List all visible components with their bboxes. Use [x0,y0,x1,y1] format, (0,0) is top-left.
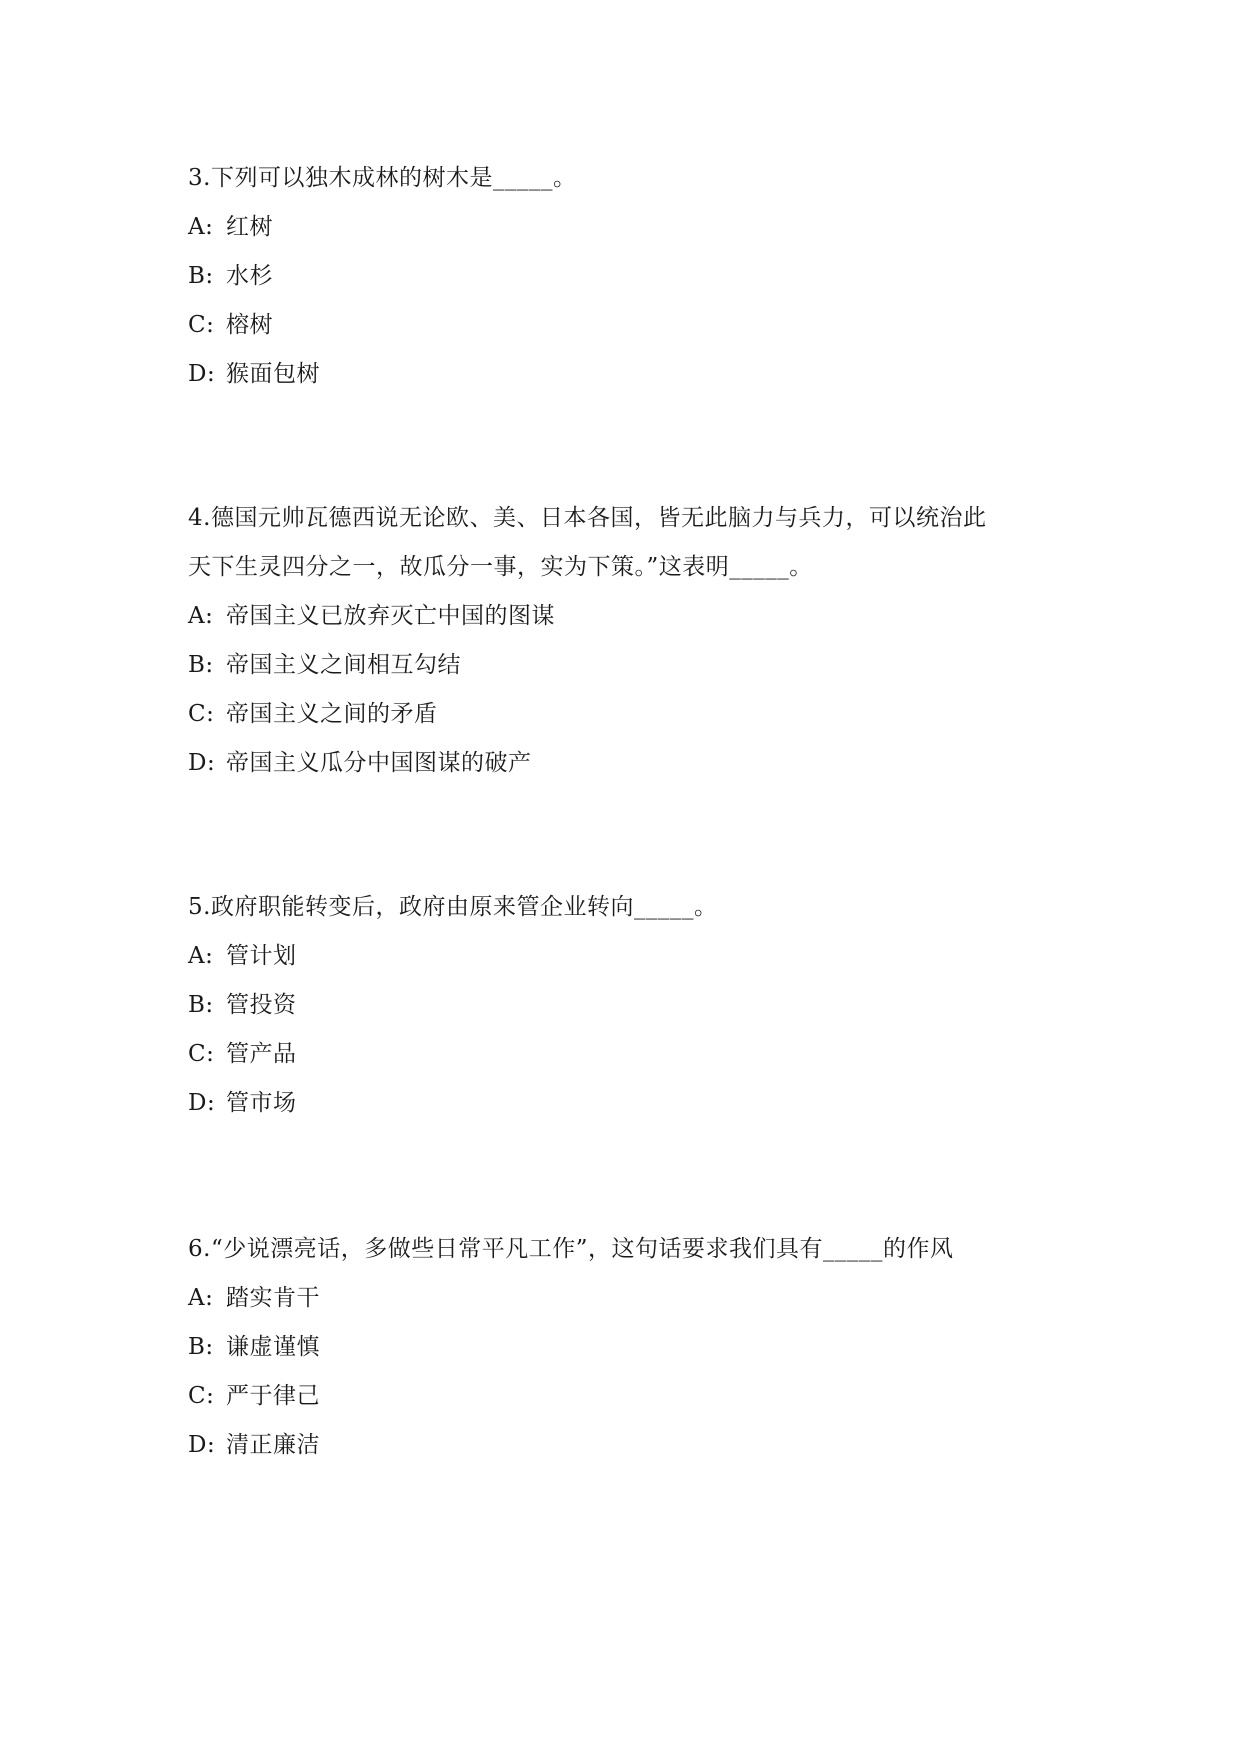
option-key: B: [188,992,214,1018]
option-key: A: [188,214,214,240]
question-stem: 6.“少说漂亮话，多做些日常平凡工作”，这句话要求我们具有_____的作风 [188,1236,954,1262]
option-c [188,1030,1068,1079]
option-text: 榕树 [226,312,273,338]
option-text: 谦虚谨慎 [226,1334,320,1360]
option-text: 管投资 [226,992,297,1018]
option-text: 踏实肯干 [226,1285,320,1311]
question-6 [188,1225,1068,1470]
question-3 [188,154,1068,399]
option-c [188,690,1068,739]
option-key: A: [188,1285,214,1311]
option-text: 猴面包树 [226,361,320,387]
option-key: C: [188,701,215,727]
option-a [188,203,1068,252]
option-text: 帝国主义瓜分中国图谋的破产 [226,750,532,776]
option-key: B: [188,652,214,678]
option-key: D: [188,1432,216,1458]
option-d [188,350,1068,399]
option-text: 严于律己 [226,1383,320,1409]
option-key: C: [188,1383,215,1409]
option-text: 清正廉洁 [226,1432,320,1458]
option-key: C: [188,312,215,338]
option-text: 管市场 [226,1090,297,1116]
option-b [188,1323,1068,1372]
option-text: 水杉 [226,263,273,289]
question-stem-continued: 天下生灵四分之一，故瓜分一事，实为下策。”这表明_____。 [188,554,813,580]
option-a [188,1274,1068,1323]
question-5 [188,883,1068,1128]
option-d [188,1079,1068,1128]
option-key: C: [188,1041,215,1067]
question-stem: 3.下列可以独木成林的树木是_____。 [188,165,577,191]
option-key: D: [188,361,216,387]
option-c [188,301,1068,350]
option-text: 红树 [226,214,273,240]
option-key: B: [188,1334,214,1360]
option-d [188,739,1068,788]
option-c [188,1372,1068,1421]
option-text: 帝国主义已放弃灭亡中国的图谋 [226,603,555,629]
option-text: 管产品 [226,1041,297,1067]
option-text: 管计划 [226,943,297,969]
option-b [188,252,1068,301]
question-4 [188,494,1068,788]
option-d [188,1421,1068,1470]
option-key: D: [188,750,216,776]
option-b [188,981,1068,1030]
option-text: 帝国主义之间相互勾结 [226,652,461,678]
option-key: A: [188,943,214,969]
question-stem: 4.德国元帅瓦德西说无论欧、美、日本各国，皆无此脑力与兵力，可以统治此 [188,505,987,531]
question-stem: 5.政府职能转变后，政府由原来管企业转向_____。 [188,894,718,920]
option-b [188,641,1068,690]
option-key: D: [188,1090,216,1116]
option-a [188,592,1068,641]
option-key: A: [188,603,214,629]
option-key: B: [188,263,214,289]
option-a [188,932,1068,981]
option-text: 帝国主义之间的矛盾 [226,701,438,727]
